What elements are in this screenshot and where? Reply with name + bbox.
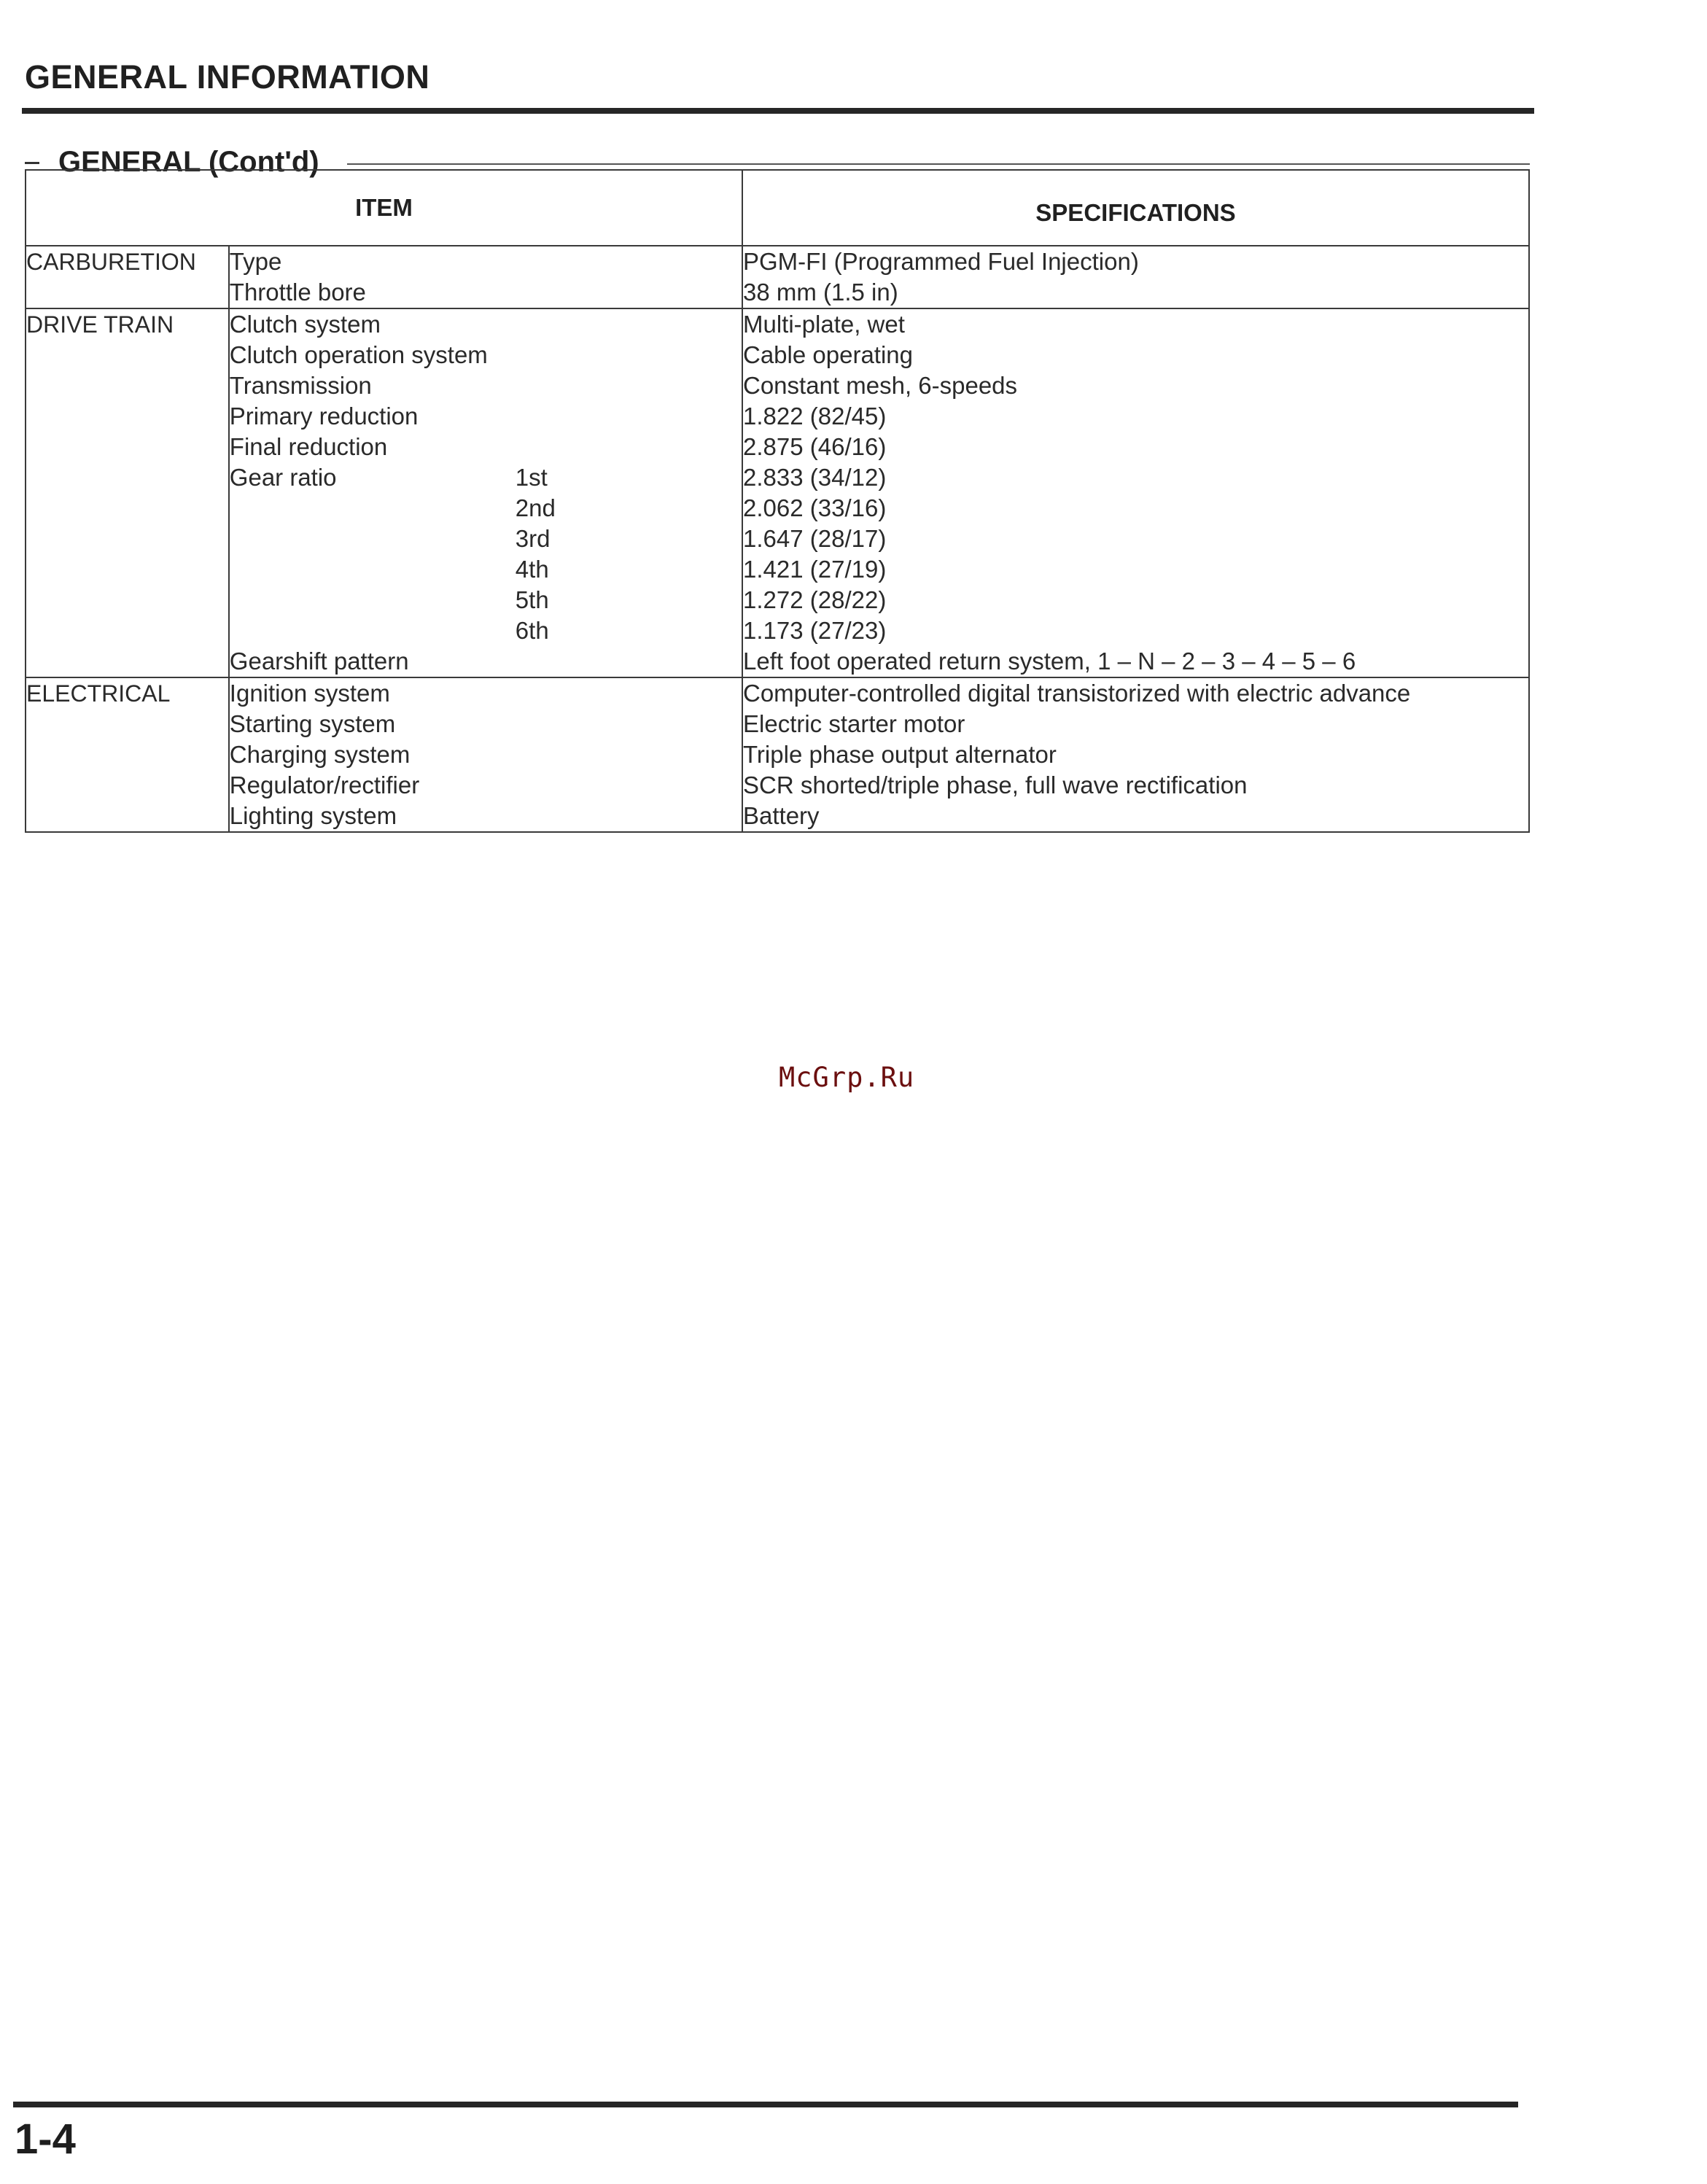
spec-table — [25, 169, 1530, 833]
table-header-row — [26, 170, 1529, 246]
item-label: Primary reduction — [229, 403, 419, 430]
spec-value: 38 mm (1.5 in) — [743, 279, 898, 306]
table-row — [26, 677, 1529, 832]
item-cell — [229, 308, 742, 677]
spec-value: Multi-plate, wet — [743, 311, 905, 338]
spec-value: 1.173 (27/23) — [743, 617, 887, 644]
item-line — [230, 585, 742, 615]
item-label: Type — [229, 248, 282, 275]
gear-label: 6th — [515, 617, 549, 644]
item-line — [230, 524, 742, 554]
item-label: Gear ratio — [229, 464, 337, 491]
item-line — [230, 462, 742, 493]
item-label: Clutch system — [229, 311, 381, 338]
spec-cell — [742, 677, 1529, 832]
item-label: Transmission — [229, 372, 372, 399]
spec-value: 1.822 (82/45) — [743, 403, 887, 430]
spec-value: PGM-FI (Programmed Fuel Injection) — [743, 248, 1139, 275]
item-line — [230, 277, 742, 308]
spec-cell — [742, 308, 1529, 677]
item-line — [230, 678, 742, 709]
item-line — [230, 246, 742, 277]
spec-value: Computer-controlled digital transistorized with electric advance — [743, 680, 1411, 707]
item-label: Starting system — [229, 710, 396, 737]
category-cell: CARBURETION — [26, 246, 229, 308]
item-line — [230, 340, 742, 370]
item-line — [230, 646, 742, 677]
page-number: 1-4 — [15, 2115, 76, 2163]
item-line — [230, 370, 742, 401]
item-label: Gearshift pattern — [229, 648, 409, 675]
spec-value: Cable operating — [743, 341, 913, 368]
spec-value: Electric starter motor — [743, 710, 965, 737]
category-cell: DRIVE TRAIN — [26, 308, 229, 677]
gear-label: 1st — [515, 464, 548, 491]
page-title: GENERAL INFORMATION — [25, 58, 430, 96]
item-line — [230, 401, 742, 432]
spec-value: SCR shorted/triple phase, full wave rectification — [743, 772, 1248, 798]
item-line — [230, 709, 742, 739]
gear-label: 5th — [515, 586, 549, 613]
item-label: Charging system — [229, 741, 411, 768]
item-label: Ignition system — [229, 680, 390, 707]
item-line — [230, 615, 742, 646]
section-tick — [25, 162, 39, 164]
item-line — [230, 432, 742, 462]
item-cell — [229, 677, 742, 832]
footer-rule — [13, 2102, 1518, 2107]
item-label: Throttle bore — [229, 279, 366, 306]
spec-value: Left foot operated return system, 1 – N – 2 – 3 – 4 – 5 – 6 — [743, 648, 1356, 675]
item-cell — [229, 246, 742, 308]
item-label: Lighting system — [229, 802, 397, 829]
table-row — [26, 246, 1529, 308]
spec-value: Battery — [743, 802, 820, 829]
gear-label: 3rd — [515, 525, 551, 552]
table-row — [26, 308, 1529, 677]
item-line — [230, 493, 742, 524]
section-rule — [347, 163, 1530, 165]
spec-value: 2.833 (34/12) — [743, 464, 887, 491]
item-line — [230, 770, 742, 801]
column-header-item: ITEM — [26, 170, 742, 246]
spec-value: 1.272 (28/22) — [743, 586, 887, 613]
item-label: Final reduction — [229, 433, 388, 460]
section-label: GENERAL (Cont'd) — [58, 146, 319, 178]
item-line — [230, 309, 742, 340]
item-label: Regulator/rectifier — [229, 772, 420, 798]
spec-value: Triple phase output alternator — [743, 741, 1057, 768]
item-line — [230, 554, 742, 585]
spec-value: 2.062 (33/16) — [743, 494, 887, 521]
spec-value: Constant mesh, 6-speeds — [743, 372, 1018, 399]
table-body — [26, 246, 1529, 832]
column-header-specifications: SPECIFICATIONS — [742, 170, 1529, 246]
gear-label: 2nd — [515, 494, 556, 521]
spec-value: 1.647 (28/17) — [743, 525, 887, 552]
item-line — [230, 739, 742, 770]
spec-value: 2.875 (46/16) — [743, 433, 887, 460]
spec-value: 1.421 (27/19) — [743, 556, 887, 583]
item-label: Clutch operation system — [229, 341, 488, 368]
spec-cell — [742, 246, 1529, 308]
watermark: McGrp.Ru — [779, 1062, 915, 1093]
item-line — [230, 801, 742, 831]
gear-label: 4th — [515, 556, 549, 583]
title-rule — [22, 108, 1534, 114]
category-cell: ELECTRICAL — [26, 677, 229, 832]
